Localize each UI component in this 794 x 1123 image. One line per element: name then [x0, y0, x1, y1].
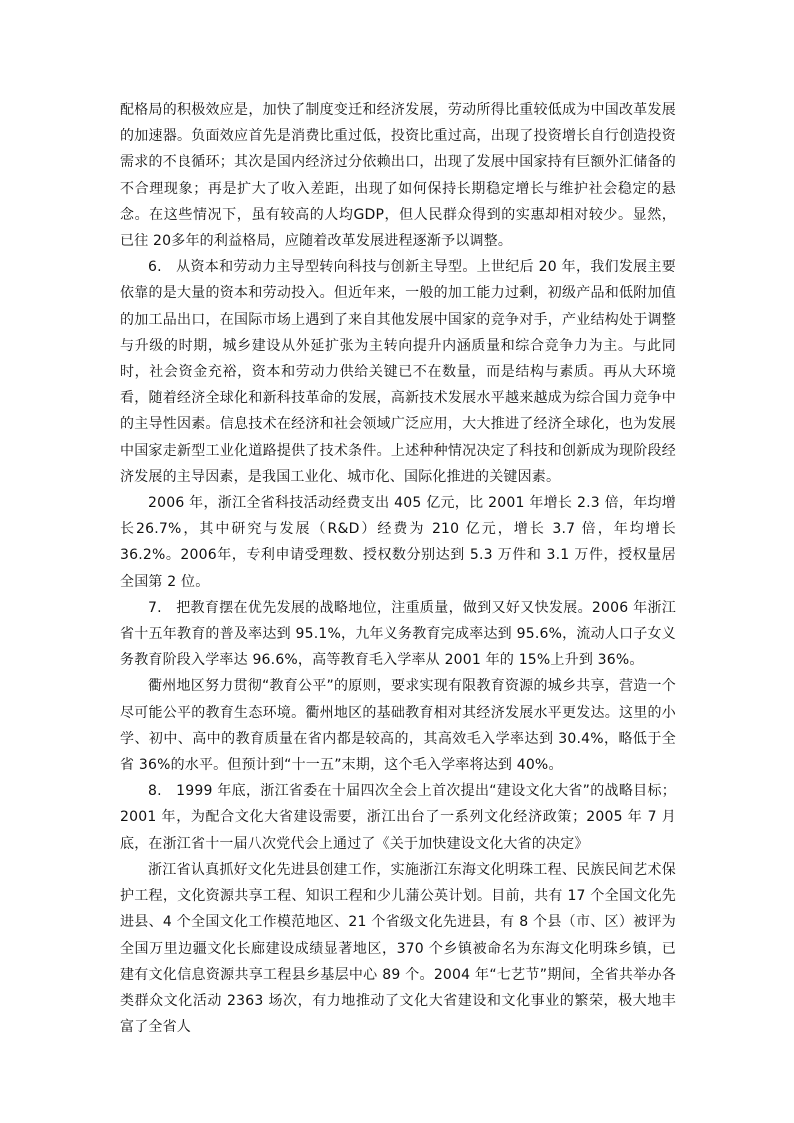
- paragraph-tech-funding: 2006 年，浙江全省科技活动经费支出 405 亿元，比 2001 年增长 2.3 倍，年均增长26.7%，其中研究与发展（R&D）经费为 210 亿元，增长 3.7 倍，年均增长 36.2%。2006年，专利申请受理数、授权数分别达到 5.3 万件和 3.1 万件，授权量居全国第 2 位。: [120, 495, 676, 590]
- paragraph-quzhou-education: 衢州地区努力贯彻“教育公平”的原则，要求实现有限教育资源的城乡共享，营造一个尽可能公平的教育生态环境。衢州地区的基础教育相对其经济发展水平更发达。这里的小学、初中、高中的教育质量在省内都是较高的，其高效毛入学率达到 30.4%，略低于全省 36%的水平。但预计到“十一五”末期，这个毛入学率将达到 40%。: [120, 678, 676, 774]
- paragraph-point-8: 8. 1999 年底，浙江省委在十届四次全会上首次提出“建设文化大省”的战略目标；2001 年，为配合文化大省建设需要，浙江出台了一系列文化经济政策；2005 年 7 月底，在浙江省十一届八次党代会上通过了《关于加快建设文化大省的决定》: [120, 783, 676, 852]
- paragraph-distribution-effects: 配格局的积极效应是，加快了制度变迁和经济发展，劳动所得比重较低成为中国改革发展的加速器。负面效应首先是消费比重过低，投资比重过高，出现了投资增长自行创造投资需求的不良循环；其次是国内经济过分依赖出口，出现了发展中国家持有巨额外汇储备的不合理现象；再是扩大了收入差距，出现了如何保持长期稳定增长与维护社会稳定的悬念。在这些情况下，虽有较高的人均GDP，但人民群众得到的实惠却相对较少。显然，已往 20多年的利益格局，应随着改革发展进程逐渐予以调整。: [120, 102, 676, 250]
- paragraph-point-7: 7. 把教育摆在优先发展的战略地位，注重质量，做到又好又快发展。2006 年浙江省十五年教育的普及率达到 95.1%，九年义务教育完成率达到 95.6%，流动人口子女义务教育阶段入学率达 96.6%，高等教育毛入学率从 2001 年的 15%上升到 36%。: [120, 599, 676, 669]
- document-body: [120, 97, 676, 1040]
- paragraph-point-6: 6. 从资本和劳动力主导型转向科技与创新主导型。上世纪后 20 年，我们发展主要依靠的是大量的资本和劳动投入。但近年来，一般的加工能力过剩，初级产品和低附加值的加工品出口，在国际市场上遇到了来自其他发展中国家的竞争对手，产业结构处于调整与升级的时期，城乡建设从外延扩张为主转向提升内涵质量和综合竞争力为主。与此同时，社会资金充裕，资本和劳动力供给关键已不在数量，而是结构与素质。再从大环境看，随着经济全球化和新科技革命的发展，高新技术发展水平越来越成为综合国力竞争中的主导性因素。信息技术在经济和社会领域广泛应用，大大推进了经济全球化，也为发展中国家走新型工业化道路提供了技术条件。上述种种情况决定了科技和创新成为现阶段经济发展的主导因素，是我国工业化、城市化、国际化推进的关键因素。: [120, 259, 676, 485]
- paragraph-culture-projects: 浙江省认真抓好文化先进县创建工作，实施浙江东海文化明珠工程、民族民间艺术保护工程，文化资源共享工程、知识工程和少儿蒲公英计划。目前，共有 17 个全国文化先进县、4 个全国文化工作模范地区、21 个省级文化先进县，有 8 个县（市、区）被评为全国万里边疆文化长廊建设成绩显著地区，370 个乡镇被命名为东海文化明珠乡镇，已建有文化信息资源共享工程县乡基层中心 89 个。2004 年“七艺节”期间，全省共举办各类群众文化活动 2363 场次，有力地推动了文化大省建设和文化事业的繁荣，极大地丰富了全省人: [120, 861, 676, 1036]
